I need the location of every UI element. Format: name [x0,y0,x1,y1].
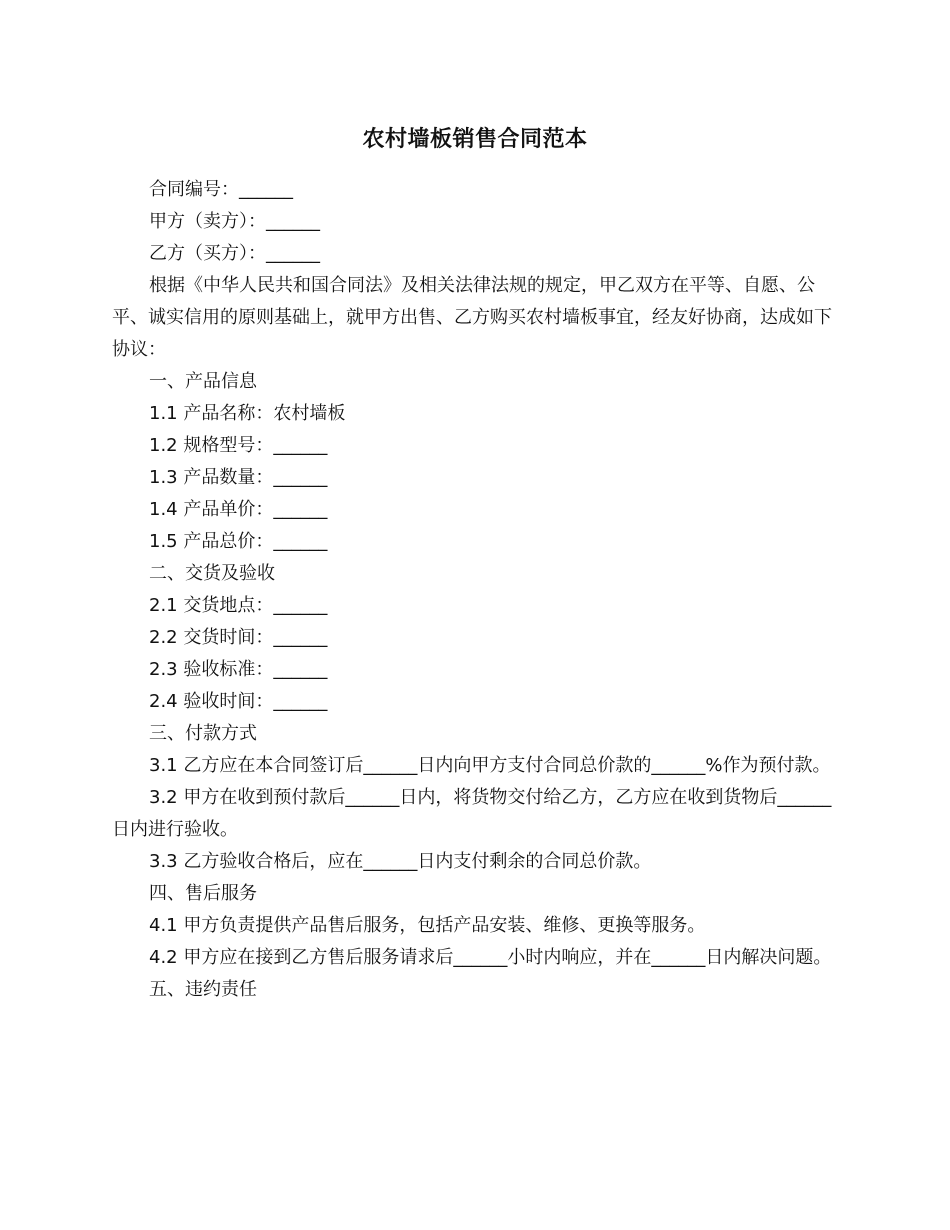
section-heading-after-sales: 四、售后服务 [149,883,257,904]
section-heading-payment: 三、付款方式 [149,723,257,744]
section-heading-product: 一、产品信息 [149,371,257,392]
clause-4-2: 4.2 甲方应在接到乙方售后服务请求后______小时内响应，并在______日内解决问题。 [149,947,832,968]
party-a-line: 甲方（卖方）：______ [149,211,320,232]
clause-1-1: 1.1 产品名称：农村墙板 [149,403,346,424]
party-b-line: 乙方（买方）：______ [149,243,320,264]
document-body [112,174,842,1006]
preamble-paragraph: 根据《中华人民共和国合同法》及相关法律法规的规定，甲乙双方在平等、自愿、公平、诚实信用的原则基础上，就甲方出售、乙方购买农村墙板事宜，经友好协商，达成如下协议： [112,275,832,360]
section-heading-liability: 五、违约责任 [149,979,257,1000]
clause-1-3: 1.3 产品数量：______ [149,467,328,488]
clause-3-3: 3.3 乙方验收合格后，应在______日内支付剩余的合同总价款。 [149,851,652,872]
clause-2-4: 2.4 验收时间：______ [149,691,328,712]
clause-3-1: 3.1 乙方应在本合同签订后______日内向甲方支付合同总价款的______%作为预付款。 [149,755,831,776]
section-heading-delivery: 二、交货及验收 [149,563,275,584]
clause-1-2: 1.2 规格型号：______ [149,435,328,456]
clause-2-2: 2.2 交货时间：______ [149,627,328,648]
clause-1-5: 1.5 产品总价：______ [149,531,328,552]
clause-3-2: 3.2 甲方在收到预付款后______日内，将货物交付给乙方，乙方应在收到货物后______日内进行验收。 [112,787,832,840]
clause-2-1: 2.1 交货地点：______ [149,595,328,616]
document-title: 农村墙板销售合同范本 [362,127,588,152]
clause-1-4: 1.4 产品单价：______ [149,499,328,520]
contract-number-line: 合同编号：______ [149,179,293,200]
clause-2-3: 2.3 验收标准：______ [149,659,328,680]
clause-4-1: 4.1 甲方负责提供产品售后服务，包括产品安装、维修、更换等服务。 [149,915,706,936]
